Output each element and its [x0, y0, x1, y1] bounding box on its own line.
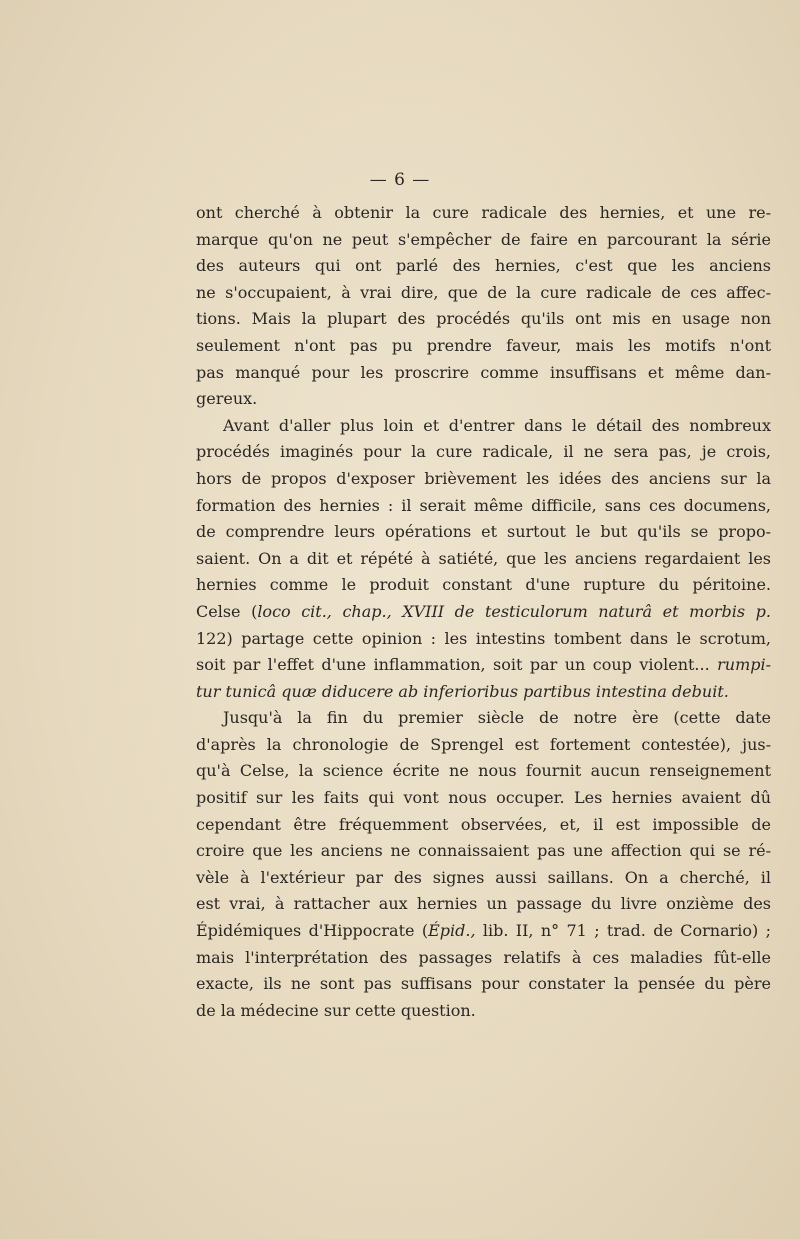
line-text: Jusqu'à la fin du premier siècle de notre ère (cette date: [223, 708, 771, 728]
text-line: [196, 918, 771, 945]
line-text-after: lib. II, n° 71 ; trad. de Cornario) ;: [475, 921, 772, 941]
italic-text: Épid.,: [428, 921, 476, 941]
italic-text: tur tunicâ quæ diducere ab inferioribus partibus intestina debuit.: [196, 681, 729, 701]
text-line: [196, 280, 771, 307]
line-text: formation des hernies : il serait même difficile, sans ces documens,: [196, 495, 771, 515]
line-text: de la médecine sur cette question.: [196, 1000, 476, 1020]
text-line: [196, 758, 771, 785]
line-text: vèle à l'extérieur par des signes aussi saillans. On a cherché, il: [196, 867, 771, 887]
line-text: gereux.: [196, 389, 258, 409]
text-line: [196, 626, 771, 653]
text-line: [196, 971, 771, 998]
line-text: mais l'interprétation des passages relatifs à ces maladies fût-elle: [196, 947, 771, 967]
line-text: tions. Mais la plupart des procédés qu'ils ont mis en usage non: [196, 309, 771, 329]
line-text: Avant d'aller plus loin et d'entrer dans le détail des nombreux: [223, 415, 771, 435]
line-text: exacte, ils ne sont pas suffisans pour constater la pensée du père: [196, 974, 771, 994]
line-text: ne s'occupaient, à vrai dire, que de la cure radicale de ces affec-: [196, 282, 771, 302]
text-line: [196, 386, 771, 413]
line-text: procédés imaginés pour la cure radicale, il ne sera pas, je crois,: [196, 442, 771, 462]
line-text: positif sur les faits qui vont nous occuper. Les hernies avaient dû: [196, 788, 771, 808]
line-text: de comprendre leurs opérations et surtout le but qu'ils se propo-: [196, 522, 771, 542]
text-line: [196, 360, 771, 387]
line-text: saient. On a dit et répété à satiété, que les anciens regardaient les: [196, 548, 771, 568]
line-text: cependant être fréquemment observées, et, il est impossible de: [196, 814, 771, 834]
text-line: [196, 891, 771, 918]
line-text: 122) partage cette opinion : les intestins tombent dans le scrotum,: [196, 628, 771, 648]
text-line: [196, 998, 771, 1025]
line-text: des auteurs qui ont parlé des hernies, c'est que les anciens: [196, 256, 771, 276]
line-text: d'après la chronologie de Sprengel est fortement contestée), jus-: [196, 734, 771, 754]
text-line: [196, 253, 771, 280]
text-line: [196, 493, 771, 520]
text-line: [196, 838, 771, 865]
line-text: qu'à Celse, la science écrite ne nous fournit aucun renseignement: [196, 761, 771, 781]
line-text: seulement n'ont pas pu prendre faveur, mais les motifs n'ont: [196, 335, 771, 355]
text-line: [196, 227, 771, 254]
text-line: [196, 812, 771, 839]
italic-text: loco cit., chap., XVIII de testiculorum naturâ et morbis p.: [257, 601, 771, 621]
line-text: soit par l'effet d'une inflammation, soit par un coup violent...: [196, 655, 718, 675]
text-line: [196, 546, 771, 573]
text-line: [196, 732, 771, 759]
text-line: [196, 519, 771, 546]
text-line: [196, 599, 771, 626]
line-text: pas manqué pour les proscrire comme insuffisans et même dan-: [196, 362, 771, 382]
page-number: — 6 —: [369, 170, 431, 190]
text-line: [196, 200, 771, 227]
italic-text: rumpi-: [717, 655, 771, 675]
line-text: ont cherché à obtenir la cure radicale des hernies, et une re-: [196, 203, 771, 222]
text-line: [196, 945, 771, 972]
text-line: [196, 466, 771, 493]
line-text: hors de propos d'exposer brièvement les idées des anciens sur la: [196, 468, 771, 488]
text-line: [196, 865, 771, 892]
line-text: Épidémiques d'Hippocrate (: [196, 921, 429, 941]
text-line: [196, 785, 771, 812]
text-line: [196, 705, 771, 732]
line-text: est vrai, à rattacher aux hernies un passage du livre onzième des: [196, 894, 771, 914]
line-text: croire que les anciens ne connaissaient pas une affection qui se ré-: [196, 841, 771, 861]
text-line: [196, 333, 771, 360]
text-line: [196, 306, 771, 333]
line-text: hernies comme le produit constant d'une rupture du péritoine.: [196, 575, 771, 595]
line-text: Celse (: [196, 601, 258, 621]
text-line: [196, 439, 771, 466]
text-line: [196, 413, 771, 440]
text-line: [196, 572, 771, 599]
text-line: [196, 679, 771, 706]
line-text: marque qu'on ne peut s'empêcher de faire en parcourant la série: [196, 229, 771, 249]
text-block: [196, 200, 771, 1024]
text-line: [196, 652, 771, 679]
